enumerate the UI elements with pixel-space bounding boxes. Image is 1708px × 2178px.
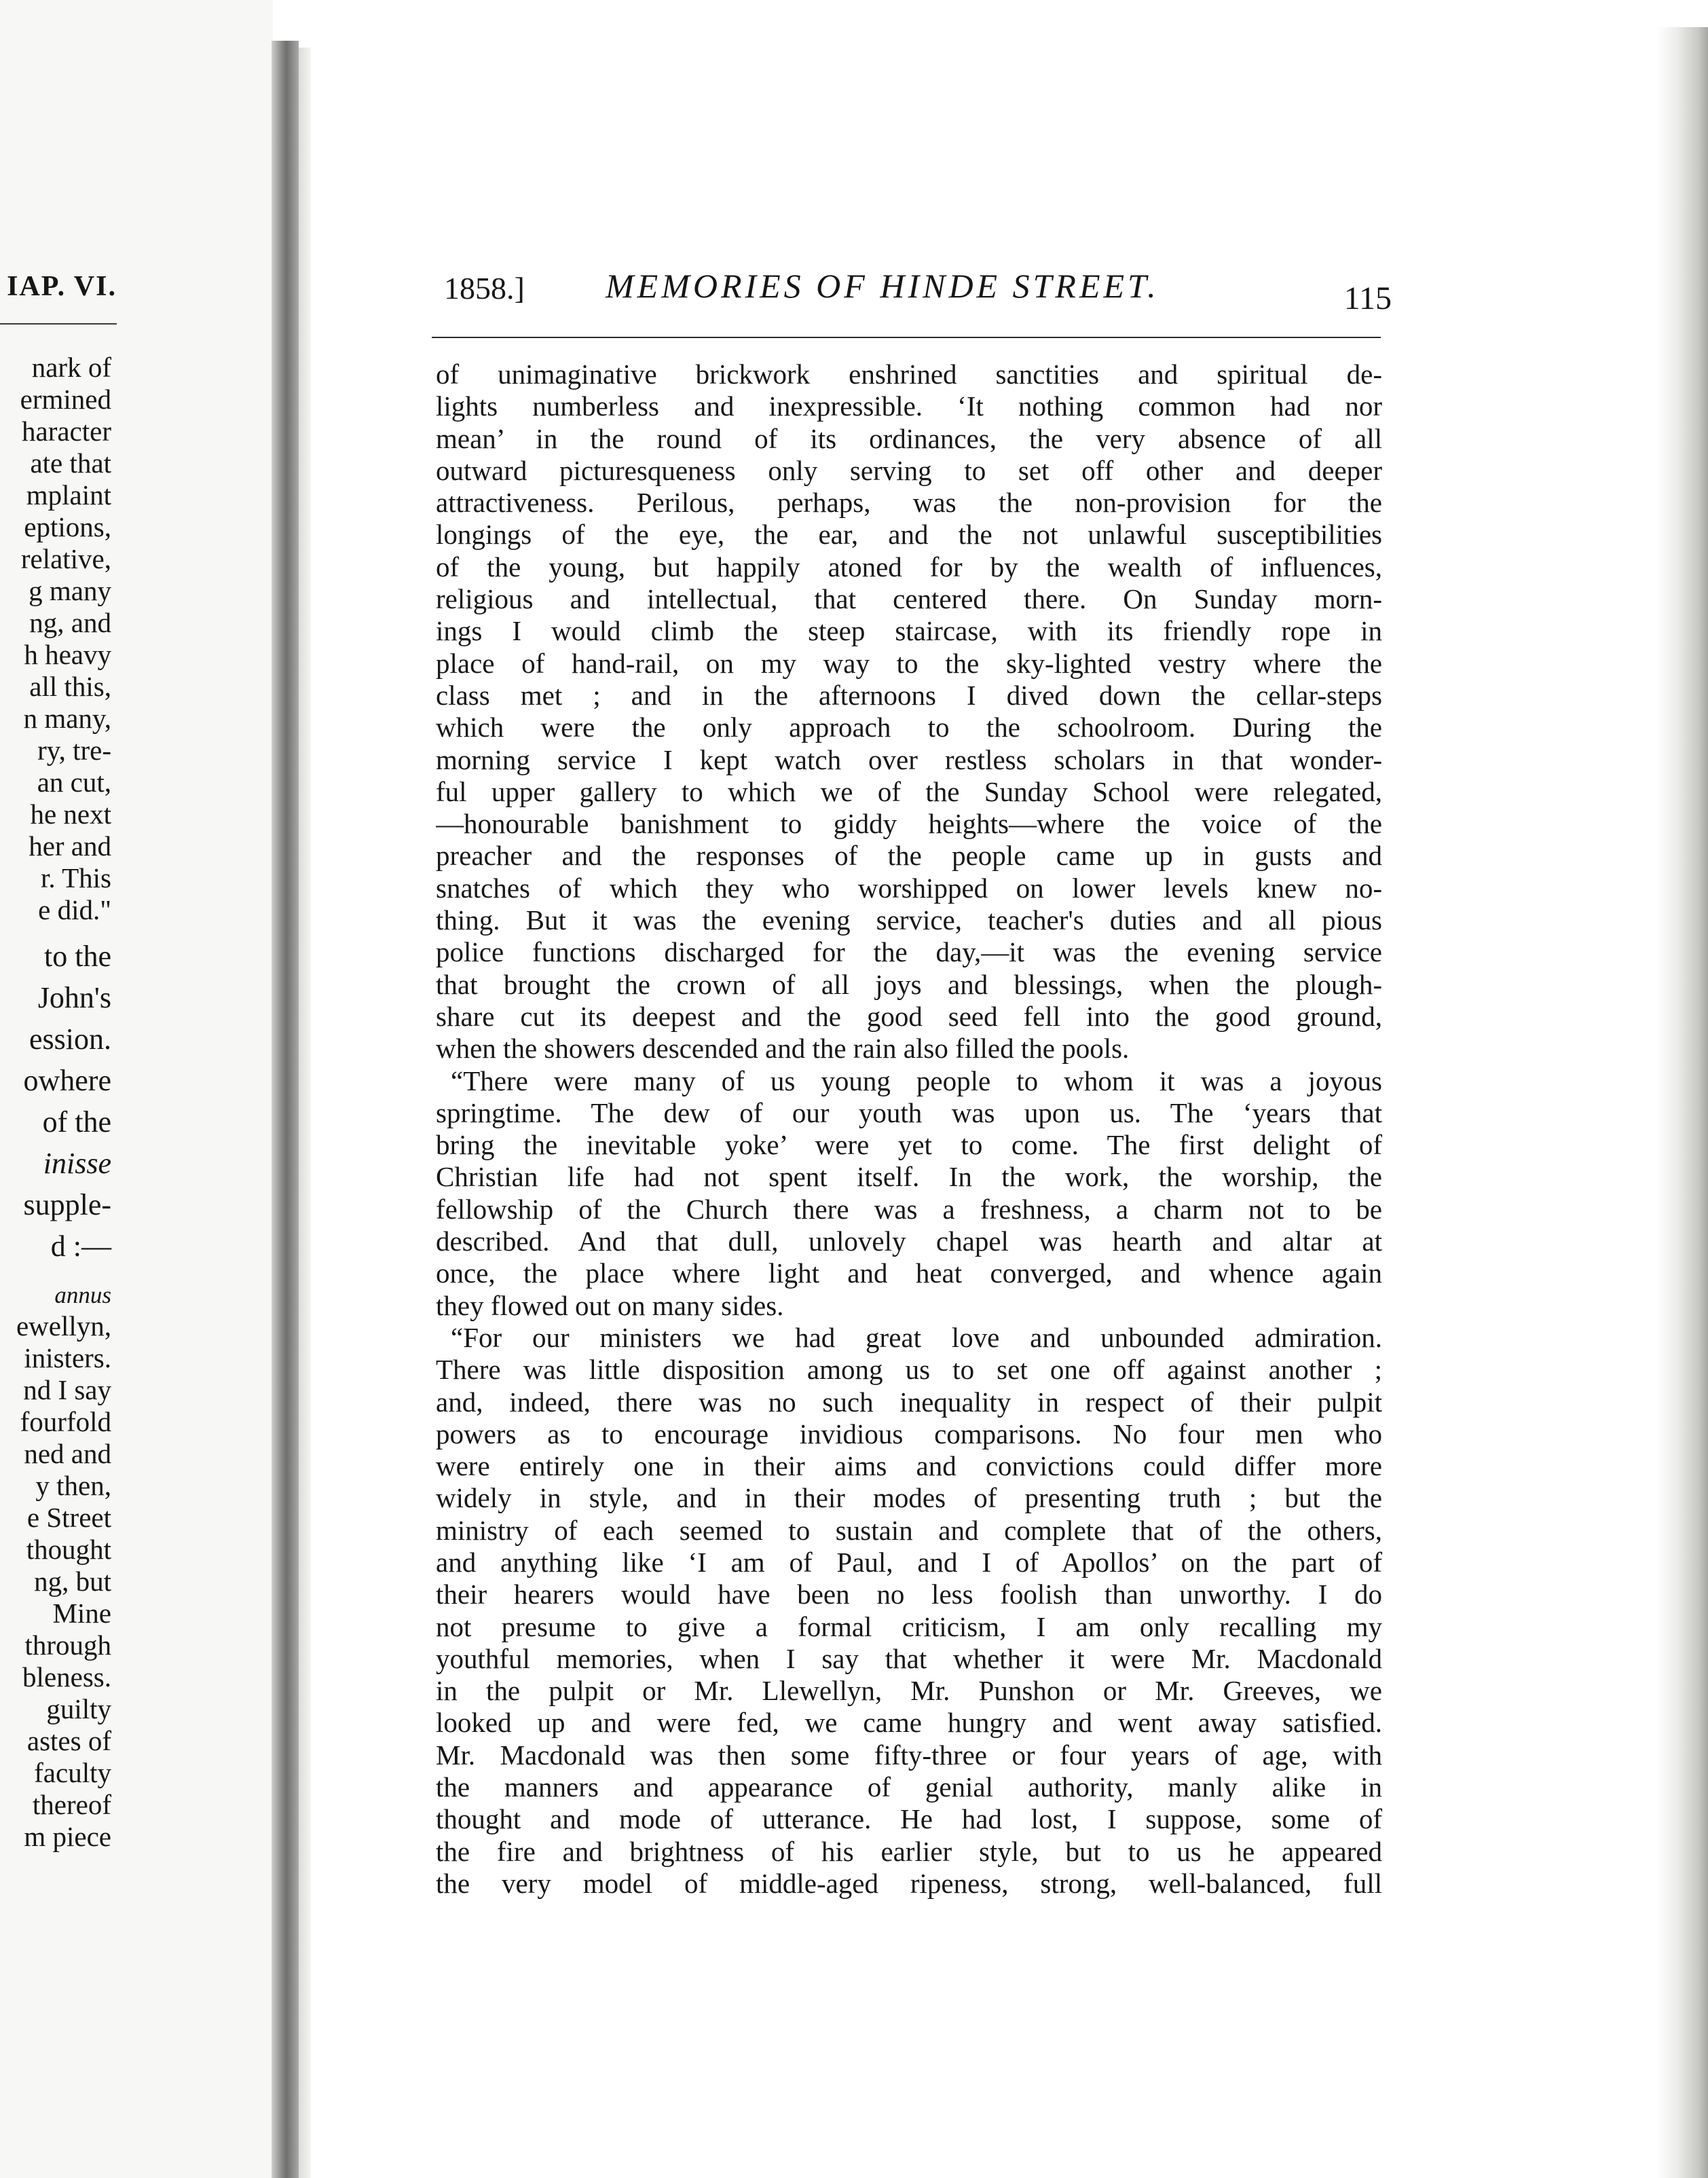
left-page-line: Mine (52, 1598, 111, 1629)
text-line: and anything like ‘I am of Paul, and I of Apollos’ on the part of (436, 1546, 1382, 1578)
left-page-line: ermined (20, 384, 111, 415)
left-page-line: faculty (34, 1757, 111, 1788)
left-page-line: r. This (40, 862, 111, 893)
page-edge-shadow (1656, 27, 1708, 2178)
text-line: in the pulpit or Mr. Llewellyn, Mr. Punshon or Mr. Greeves, we (436, 1675, 1382, 1707)
text-line: lights numberless and inexpressible. ‘It nothing common had nor (436, 390, 1382, 422)
book-gutter-shadow (272, 41, 299, 2178)
header-year: 1858.] (444, 271, 525, 306)
left-page-line: owhere (23, 1064, 111, 1097)
left-page-line: y then, (35, 1470, 111, 1501)
left-page-line: fourfold (20, 1406, 111, 1437)
text-line: fellowship of the Church there was a freshness, a charm not to be (436, 1193, 1382, 1225)
text-line: described. And that dull, unlovely chapel was hearth and altar at (436, 1225, 1382, 1257)
left-page-line: relative, (20, 543, 111, 574)
text-line: Christian life had not spent itself. In the work, the worship, the (436, 1161, 1382, 1193)
left-page-line: ate that (30, 447, 111, 479)
left-page-line: m piece (24, 1821, 111, 1852)
text-line: police functions discharged for the day,—it was the evening service (436, 936, 1382, 968)
text-line: snatches of which they who worshipped on lower levels knew no- (436, 872, 1382, 904)
left-page-line: ession. (29, 1022, 111, 1056)
book-gutter-highlight (299, 48, 311, 2178)
left-page-line: ng, and (29, 607, 111, 638)
text-line: thought and mode of utterance. He had lost, I suppose, some of (436, 1803, 1382, 1835)
left-page-line: e did." (38, 894, 111, 925)
text-line: place of hand-rail, on my way to the sky-lighted vestry where the (436, 647, 1382, 679)
left-page-line: g many (29, 575, 111, 606)
text-line: their hearers would have been no less foolish than unworthy. I do (436, 1579, 1382, 1610)
text-line: looked up and were fed, we came hungry and went away satisfied. (436, 1707, 1382, 1739)
left-page-line: bleness. (22, 1661, 111, 1693)
left-page-line: inisters. (24, 1342, 111, 1373)
left-page-line: ned and (24, 1438, 111, 1469)
text-line: not presume to give a formal criticism, I am only recalling my (436, 1610, 1382, 1642)
left-page-line: annus (54, 1282, 111, 1308)
text-line: morning service I kept watch over restless scholars in that wonder- (436, 743, 1382, 775)
left-page-line: thereof (32, 1789, 111, 1820)
text-line: when the showers descended and the rain also filled the pools. (436, 1033, 1130, 1065)
running-title: MEMORIES OF HINDE STREET. (606, 267, 1159, 305)
left-page-line: ewellyn, (16, 1310, 111, 1342)
text-line: of the young, but happily atoned for by the wealth of influences, (436, 551, 1382, 583)
left-page-line: ry, tre- (37, 735, 111, 766)
text-line: class met ; and in the afternoons I dived down the cellar-steps (436, 679, 1382, 711)
left-page-line: e Street (26, 1502, 111, 1533)
left-page-line: mplaint (26, 479, 111, 511)
text-line: powers as to encourage invidious comparisons. No four men who (436, 1418, 1382, 1450)
text-line: “There were many of us young people to whom it was a joyous (451, 1065, 1382, 1096)
text-line: attractiveness. Perilous, perhaps, was the non-provision for the (436, 487, 1382, 519)
left-page-line: haracter (22, 416, 111, 447)
left-page-line: to the (44, 940, 111, 973)
left-page-header-rule (0, 323, 117, 325)
left-page-line: an cut, (37, 767, 111, 798)
left-page (0, 0, 273, 2178)
text-line: the manners and appearance of genial authority, manly alike in (436, 1771, 1382, 1803)
text-line: the very model of middle-aged ripeness, strong, well-balanced, full (436, 1867, 1382, 1899)
text-line: bring the inevitable yoke’ were yet to come. The first delight of (436, 1129, 1382, 1161)
text-line: ministry of each seemed to sustain and complete that of the others, (436, 1514, 1382, 1546)
text-line: springtime. The dew of our youth was upon us. The ‘years that (436, 1096, 1382, 1128)
left-page-line: n many, (23, 703, 111, 734)
text-line: were entirely one in their aims and convictions could differ more (436, 1450, 1382, 1482)
text-line: widely in style, and in their modes of presenting truth ; but the (436, 1482, 1382, 1514)
text-line: youthful memories, when I say that whether it were Mr. Macdonald (436, 1642, 1382, 1674)
left-page-line: thought (26, 1534, 111, 1565)
left-page-line: supple- (23, 1188, 111, 1221)
left-page-running-head: IAP. VI. (7, 271, 117, 302)
text-line: Mr. Macdonald was then some fifty-three or four years of age, with (436, 1739, 1382, 1771)
left-page-line: of the (42, 1105, 111, 1139)
text-line: thing. But it was the evening service, teacher's duties and all pious (436, 904, 1382, 936)
text-line: preacher and the responses of the people came up in gusts and (436, 840, 1382, 872)
left-page-line: he next (30, 798, 111, 830)
left-page-text (0, 352, 111, 1853)
text-line: ful upper gallery to which we of the Sunday School were relegated, (436, 775, 1382, 807)
left-page-line: d :— (50, 1230, 111, 1263)
text-line: share cut its deepest and the good seed fell into the good ground, (436, 1000, 1382, 1032)
left-page-line: eptions, (24, 511, 111, 542)
left-page-line: through (24, 1629, 111, 1661)
text-line: once, the place where light and heat converged, and whence again (436, 1257, 1382, 1289)
text-line: they flowed out on many sides. (436, 1289, 784, 1321)
header-rule (432, 337, 1381, 338)
left-page-line: h heavy (24, 639, 111, 670)
body-text (436, 358, 1382, 1900)
left-page-line: astes of (26, 1725, 111, 1756)
page-number: 115 (1343, 280, 1392, 316)
left-page-line: inisse (43, 1147, 111, 1180)
text-line: religious and intellectual, that centered there. On Sunday morn- (436, 583, 1382, 615)
text-line: —honourable banishment to giddy heights—where the voice of the (436, 808, 1382, 840)
left-page-line: John's (37, 981, 111, 1014)
text-line: “For our ministers we had great love and unbounded admiration. (451, 1321, 1382, 1353)
text-line: mean’ in the round of its ordinances, the very absence of all (436, 422, 1382, 454)
text-line: longings of the eye, the ear, and the not unlawful susceptibilities (436, 519, 1382, 551)
text-line: outward picturesqueness only serving to set off other and deeper (436, 454, 1382, 486)
text-line: and, indeed, there was no such inequality in respect of their pulpit (436, 1386, 1382, 1418)
text-line: ings I would climb the steep staircase, with its friendly rope in (436, 615, 1382, 647)
text-line: which were the only approach to the schoolroom. During the (436, 712, 1382, 743)
text-line: There was little disposition among us to set one off against another ; (436, 1354, 1382, 1386)
running-header (444, 267, 1392, 318)
text-line: the fire and brightness of his earlier style, but to us he appeared (436, 1835, 1382, 1867)
text-line: of unimaginative brickwork enshrined sanctities and spiritual de- (436, 358, 1382, 390)
left-page-line: ng, but (34, 1566, 111, 1597)
left-page-line: guilty (46, 1693, 111, 1724)
text-line: that brought the crown of all joys and blessings, when the plough- (436, 968, 1382, 1000)
left-page-line: her and (29, 830, 111, 862)
left-page-line: nark of (31, 352, 111, 383)
left-page-line: nd I say (23, 1374, 111, 1405)
left-page-line: all this, (29, 671, 111, 702)
